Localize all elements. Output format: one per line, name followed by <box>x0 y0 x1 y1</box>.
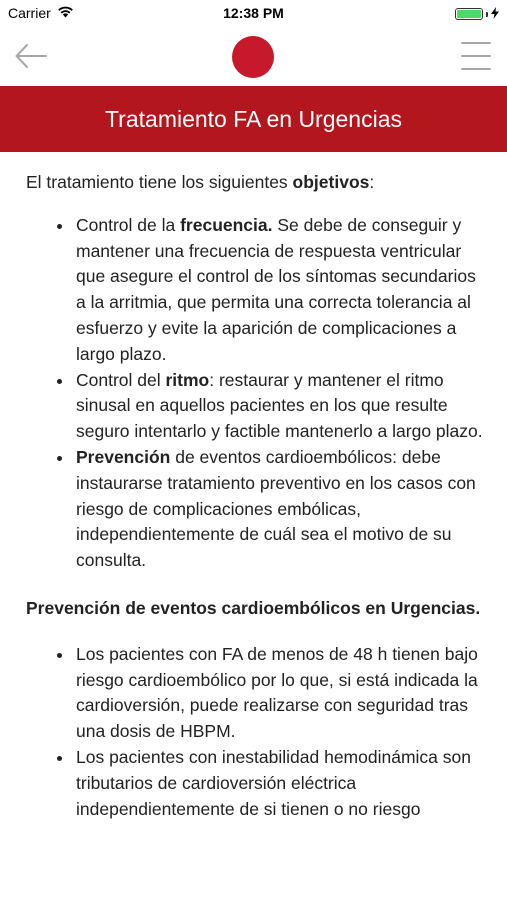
charging-bolt-icon <box>491 6 499 22</box>
intro-bold: objetivos <box>292 172 370 192</box>
title-banner <box>0 86 507 152</box>
hamburger-menu-icon <box>461 40 491 72</box>
intro-text: El tratamiento tiene los siguientes <box>26 172 293 192</box>
item-lead: Control del <box>76 369 166 390</box>
section-heading: Prevención de eventos cardioembólicos en Urgencias. <box>26 597 481 618</box>
item-text: : restaurar y mantener el ritmo sinusal en aquellos pacientes en los que resulte seguro intentarlo y factible mantenerlo a largo plazo. <box>76 369 483 442</box>
item-bold: frecuencia. <box>180 214 273 235</box>
status-bar <box>0 0 507 26</box>
list-item <box>74 445 486 574</box>
item-lead: Control de la <box>76 214 181 235</box>
item-text: Se debe de conseguir y mantener una frecuencia de respuesta ventricular que asegure el control de los síntomas secundarios a la arritmia, que permita una correcta tolerancia al esfuerzo y evite la aparición de complicaciones a largo plazo. <box>76 214 476 364</box>
objectives-list <box>26 213 486 574</box>
page-title: Tratamiento FA en Urgencias <box>104 105 402 132</box>
battery-icon <box>455 8 483 20</box>
intro-paragraph <box>26 170 486 196</box>
list-item <box>74 213 486 368</box>
clock: 12:38 PM <box>223 5 284 21</box>
back-button[interactable] <box>14 42 48 70</box>
intro-suffix: : <box>369 172 375 192</box>
navigation-bar <box>0 26 507 86</box>
list-item <box>74 368 486 445</box>
menu-button[interactable] <box>461 40 491 72</box>
carrier-label: Carrier <box>8 5 51 21</box>
list-item: • Los pacientes con FA de menos de 48 h tienen bajo riesgo cardioembólico por lo que, si está indicada la cardioversión, puede realizarse con seguridad tras una dosis de HBPM. <box>74 642 486 745</box>
prevention-list <box>26 642 486 823</box>
battery-cap <box>486 12 488 17</box>
item-bold: ritmo <box>165 369 210 390</box>
item-bold: Prevención <box>76 446 171 467</box>
battery-level <box>457 10 481 18</box>
battery-group <box>455 6 499 22</box>
article-content <box>26 170 486 822</box>
item-text: de eventos cardioembólicos: debe instaurarse tratamiento preventivo en los casos con riesgo de complicaciones embólicas, independientemente de cuál sea el motivo de su consulta. <box>76 446 476 571</box>
arrow-left-icon <box>14 42 48 70</box>
list-item: • Los pacientes con inestabilidad hemodinámica son tributarios de cardioversión eléctrica independientemente de si tienen o no riesgo <box>74 745 486 822</box>
app-logo <box>232 36 274 78</box>
